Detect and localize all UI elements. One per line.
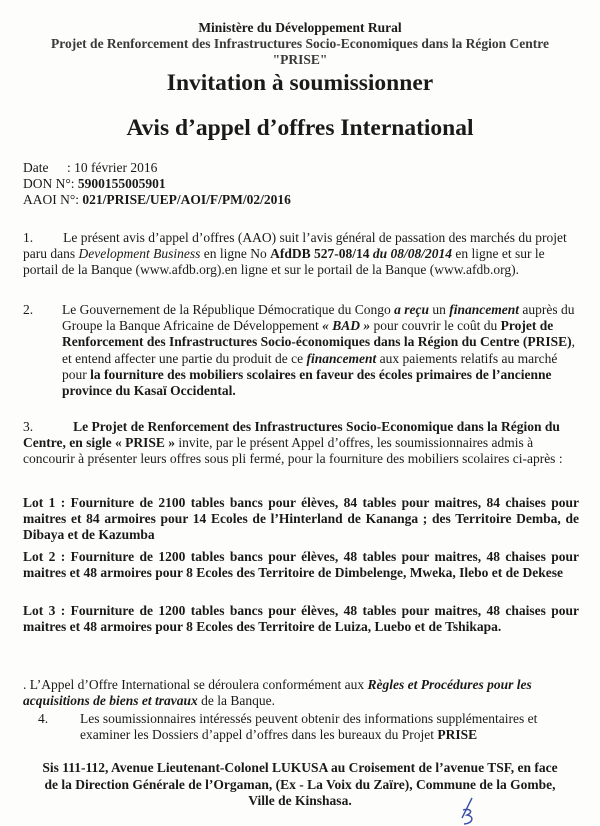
project-heading: Projet de Renforcement des Infrastructures Socio-Economiques dans la Région Centre <box>50 36 550 51</box>
p1-reference: AfdDB 527-08/14 <box>270 246 370 262</box>
p2-project-name: Projet de Renforcement des Infrastructures Socio-économiques dans la Région du Centre (PRISE) <box>62 318 572 350</box>
paragraph-number: 4. <box>38 711 49 726</box>
aaoi-label: AAOI N°: <box>23 192 83 207</box>
rules-text: . L’Appel d’Offre International se déroulera conformément aux <box>23 677 368 692</box>
paragraph-number: 3. <box>23 419 34 434</box>
p2-text: aux paiements relatifs au marché pour <box>62 350 558 382</box>
p4-project: PRISE <box>437 727 478 743</box>
aaoi-line <box>23 192 291 208</box>
p1-text: Le présent avis d’appel d’offres (AAO) suit l’avis général de passation des marchés du projet paru dans <box>23 230 567 262</box>
office-address: Sis 111-112, Avenue Lieutenant-Colonel LUKUSA au Croisement de l’avenue TSF, en face de la Direction Générale de l’Orgaman, (Ex - La Voix du Zaïre), Commune de la Gombe, Ville de Kinshasa. <box>42 760 558 808</box>
p2-text: auprès du Groupe la Banque Africaine de Développement <box>62 302 575 334</box>
p1-publication: Development Business <box>78 246 201 262</box>
p2-text: Le Gouvernement de la République Démocratique du Congo <box>62 302 395 317</box>
rules-emphasis: Règles et Procédures pour les acquisitions de biens et travaux <box>23 677 532 709</box>
p1-reference-date: du 08/08/2014 <box>372 246 452 262</box>
ministry-heading: Ministère du Développement Rural <box>198 20 402 35</box>
don-value: 5900155005901 <box>77 176 166 191</box>
don-label: DON N°: <box>23 176 78 191</box>
document-subtitle: Avis d’appel d’offres International <box>126 115 474 141</box>
lot-item: Lot 1 : Fourniture de 2100 tables bancs pour élèves, 84 tables pour maitres, 84 chaises pour maitres et 84 armoires pour 14 Ecoles de l’Hinterland de Kananga ; des Territoire Demba, de Dibaya et de Kazumba <box>23 495 579 543</box>
date-line <box>23 160 157 176</box>
p2-text: pour couvrir le coût du <box>370 318 501 334</box>
don-line <box>23 176 166 192</box>
date-label: Date <box>23 160 49 175</box>
p3-project-name: Le Projet de Renforcement des Infrastructures Socio-Economique dans la Région du Centre, en sigle « PRISE » <box>23 419 560 451</box>
document-title: Invitation à soumissionner <box>166 70 434 96</box>
paragraph-2 <box>62 302 582 399</box>
rules-text: de la Banque. <box>197 693 275 709</box>
rules-paragraph <box>23 677 579 709</box>
p1-text: en ligne et sur le portail de la Banque (www.afdb.org).en ligne et sur le portail de la Banque (www.afdb.org). <box>23 246 545 278</box>
paragraph-number: 1. <box>23 230 34 245</box>
date-value: : 10 février 2016 <box>67 160 158 175</box>
lot-item: Lot 3 : Fourniture de 1200 tables bancs pour élèves, 48 tables pour maitres, 48 chaises pour maitres et 48 armoires pour 8 Ecoles des Territoire de Luiza, Luebo et de Tshikapa. <box>23 603 579 635</box>
paragraph-1 <box>23 230 579 279</box>
p2-purpose: la fourniture des mobiliers scolaires en faveur des écoles primaires de l’ancienne province du Kasaï Occidental. <box>62 366 552 399</box>
paragraph-4 <box>80 711 580 743</box>
lot-item: Lot 2 : Fourniture de 1200 tables bancs pour élèves, 48 tables pour maitres, 48 chaises pour maitres et 48 armoires pour 8 Ecoles des Territoire de Dimbelenge, Mweka, Ilebo et de Dekese <box>23 549 579 581</box>
p2-emphasis: a reçu <box>394 302 430 317</box>
p2-emphasis: financement <box>306 350 377 366</box>
project-acronym: "PRISE" <box>272 52 328 67</box>
p3-text: invite, par le présent Appel d’offres, les soumissionnaires admis à concourir à présenter leurs offres sous pli fermé, pour la fourniture des mobiliers scolaires ci-après : <box>23 435 563 467</box>
paragraph-number: 2. <box>23 302 34 317</box>
aaoi-value: 021/PRISE/UEP/AOI/F/PM/02/2016 <box>82 192 291 207</box>
signature-mark-icon <box>452 796 482 826</box>
p2-emphasis: financement <box>449 302 520 317</box>
p2-text: , et entend affecter une partie du produit de ce <box>62 334 575 366</box>
p2-emphasis: « BAD » <box>322 318 371 334</box>
p1-text: en ligne No <box>200 246 271 262</box>
paragraph-3 <box>23 419 579 468</box>
p4-text: Les soumissionnaires intéressés peuvent obtenir des informations supplémentaires et examiner les Dossiers d’appel d’offres dans les bureaux du Projet <box>80 711 538 743</box>
p2-text: un <box>429 302 450 317</box>
